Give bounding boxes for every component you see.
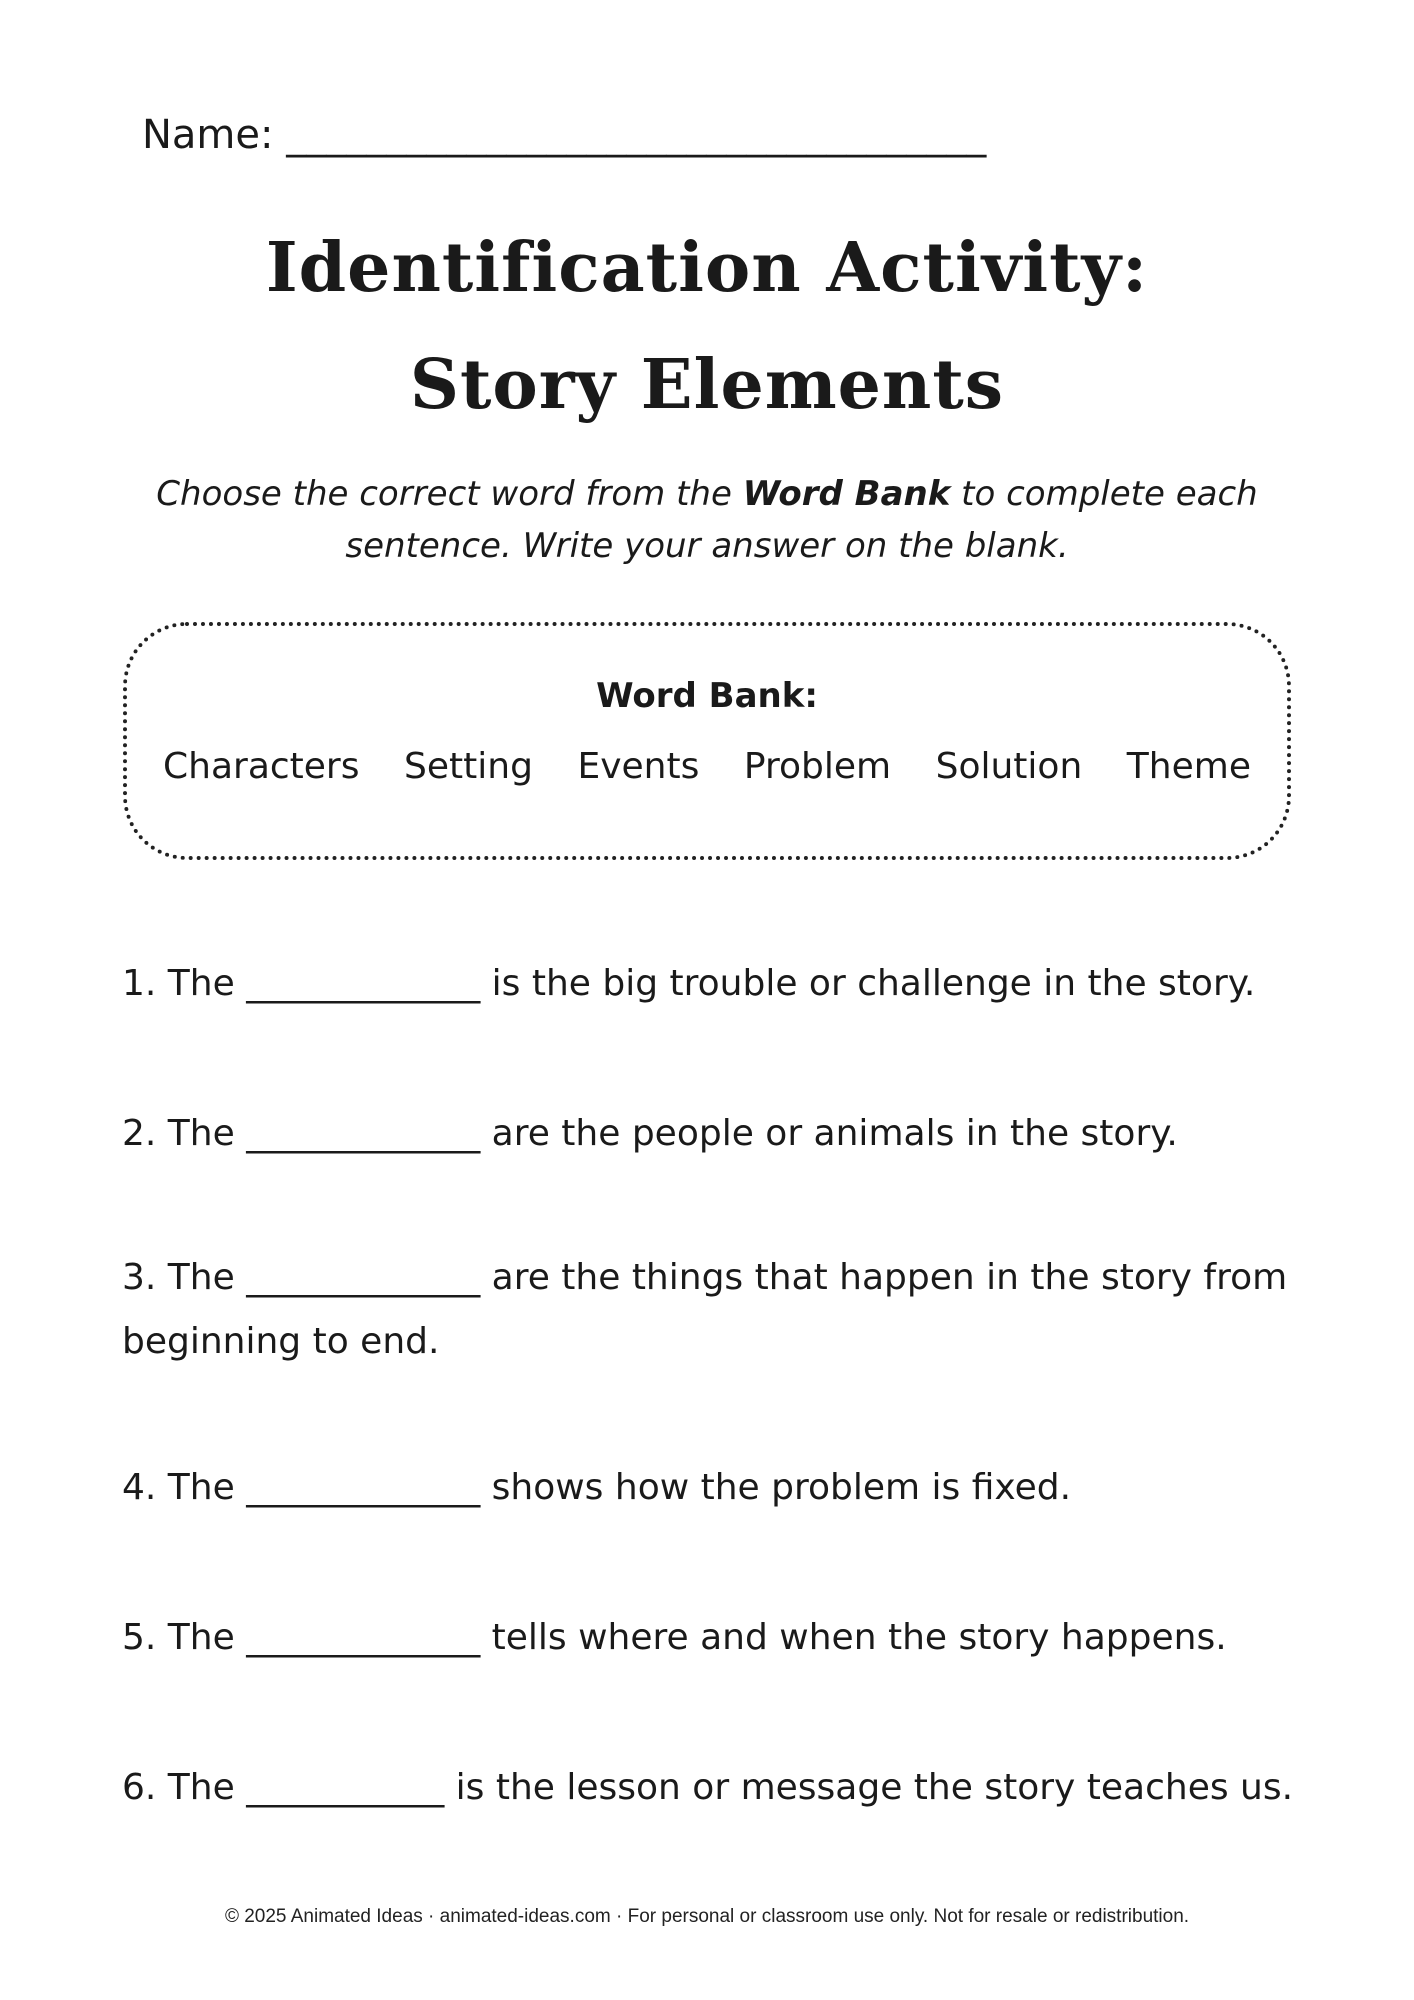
instructions-bold: Word Bank [742, 474, 951, 514]
word-bank-item: Problem [743, 746, 892, 787]
question-5[interactable]: 5. The _____________ tells where and when the story happens. [122, 1617, 1227, 1658]
instructions-text-2: to complete each sentence. Write your answer on the blank. [345, 474, 1258, 566]
question-6[interactable]: 6. The ___________ is the lesson or message the story teaches us. [122, 1767, 1294, 1808]
instructions [120, 468, 1294, 572]
question-4[interactable]: 4. The _____________ shows how the problem is fixed. [122, 1467, 1072, 1508]
word-bank-list [163, 746, 1251, 787]
name-field[interactable]: Name: ___________________________________ [142, 112, 987, 158]
question-3[interactable]: 3. The _____________ are the things that happen in the story from beginning to end. [122, 1257, 1288, 1362]
instructions-text-1: Choose the correct word from the [156, 474, 743, 514]
footer-copyright: © 2025 Animated Ideas · animated-ideas.com · For personal or classroom use only. Not for resale or redistribution. [224, 1906, 1190, 1927]
page-title-line-1: Identification Activity: [265, 228, 1149, 308]
page-title-line-2: Story Elements [409, 345, 1005, 425]
word-bank-item: Events [577, 746, 700, 787]
question-1[interactable]: 1. The _____________ is the big trouble or challenge in the story. [122, 963, 1256, 1004]
word-bank-item: Theme [1126, 746, 1251, 787]
word-bank-item: Setting [404, 746, 533, 787]
word-bank-box [123, 622, 1291, 860]
word-bank-item: Characters [163, 746, 360, 787]
word-bank-item: Solution [935, 746, 1083, 787]
word-bank-title: Word Bank: [596, 676, 818, 716]
question-2[interactable]: 2. The _____________ are the people or animals in the story. [122, 1113, 1178, 1154]
